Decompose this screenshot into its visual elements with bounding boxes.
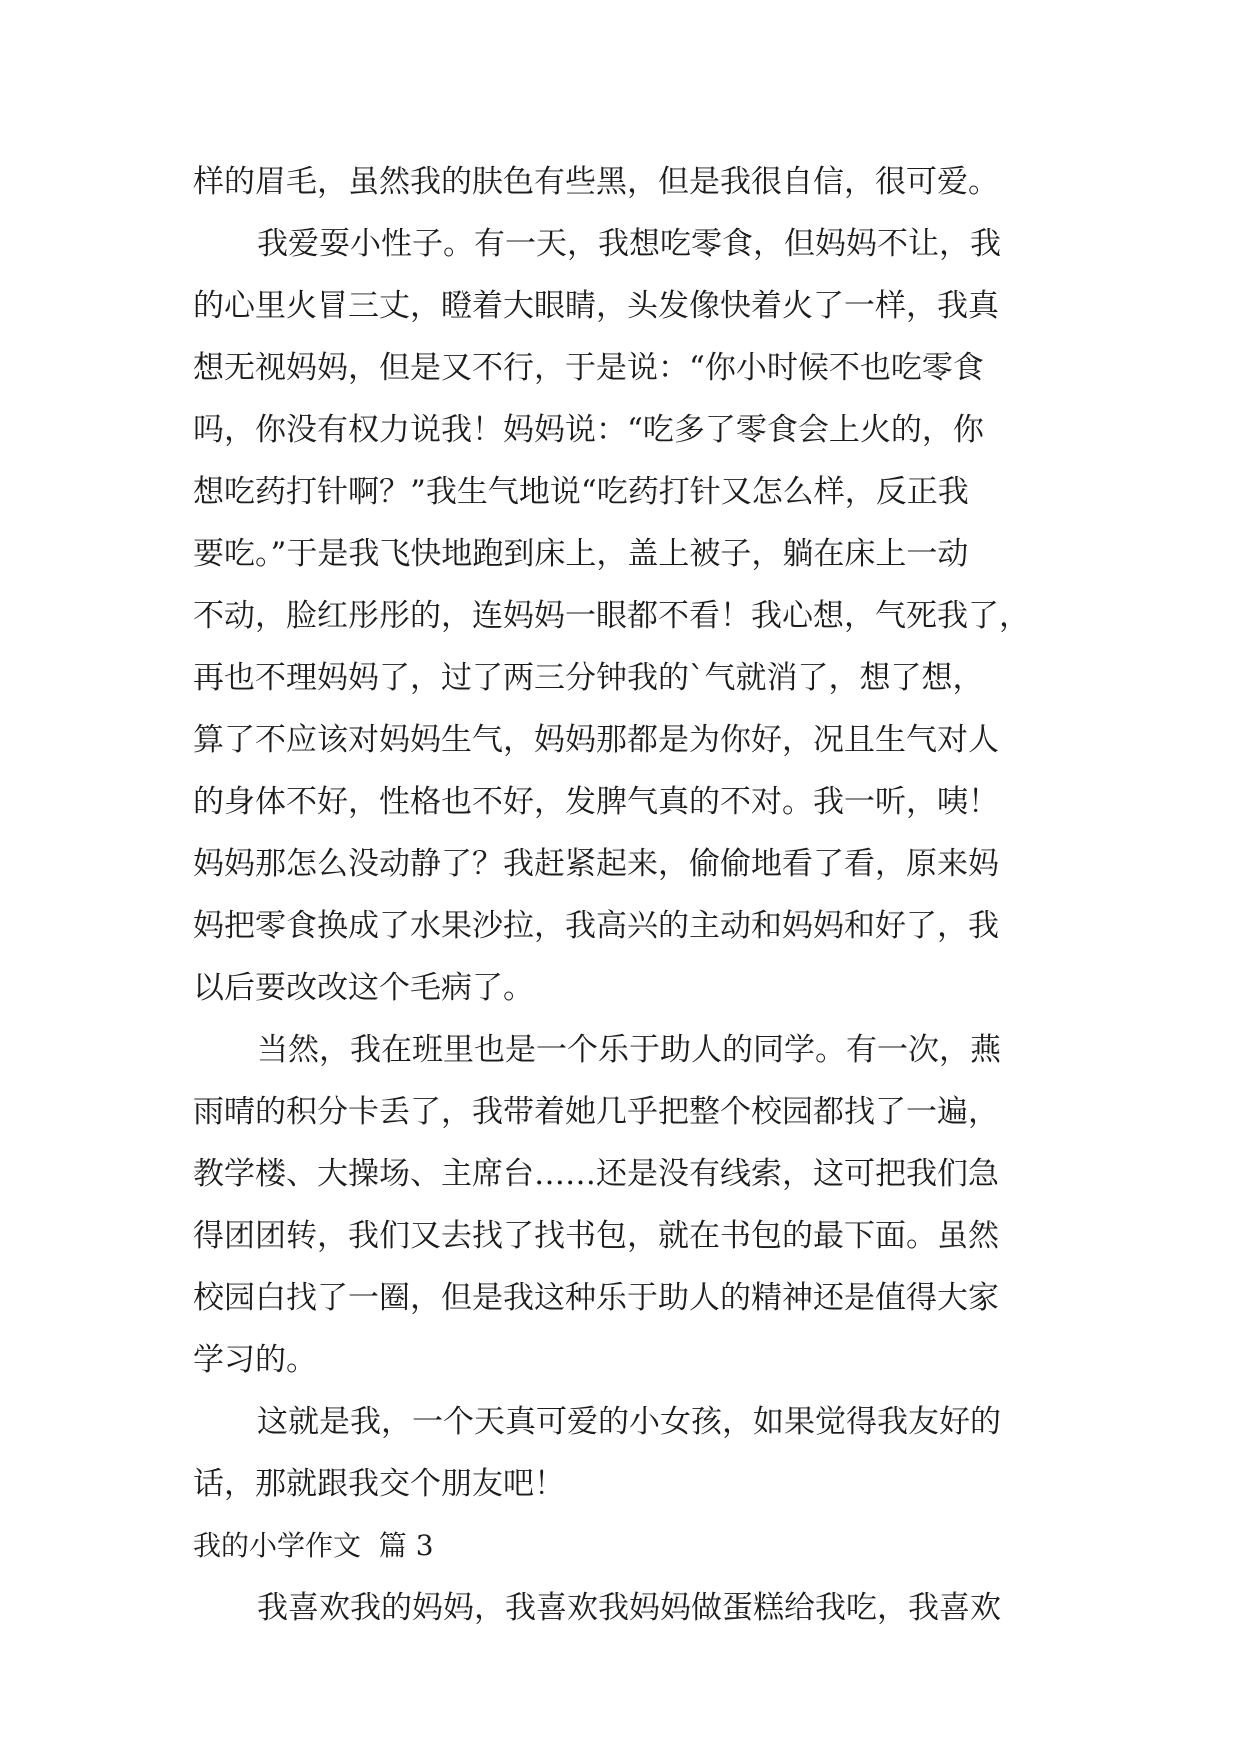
- text-line: 话，那就跟我交个朋友吧！: [193, 1466, 565, 1502]
- text-line: 想吃药打针啊？”我生气地说“吃药打针又怎么样，反正我: [193, 474, 969, 510]
- text-line: 得团团转，我们又去找了找书包，就在书包的最下面。虽然: [193, 1218, 999, 1254]
- section-heading: 我的小学作文 篇 3: [193, 1529, 434, 1562]
- text-line: 不动，脸红彤彤的，连妈妈一眼都不看！我心想，气死我了，: [193, 598, 1030, 634]
- text-line: 的身体不好，性格也不好，发脾气真的不对。我一听，咦！: [193, 784, 999, 820]
- text-line: 想无视妈妈，但是又不行，于是说：“你小时候不也吃零食: [193, 350, 984, 386]
- text-line: 的心里火冒三丈，瞪着大眼睛，头发像快着火了一样，我真: [193, 288, 999, 324]
- text-line: 吗，你没有权力说我！妈妈说：“吃多了零食会上火的，你: [193, 412, 984, 448]
- text-line: 雨晴的积分卡丢了，我带着她几乎把整个校园都找了一遍，: [193, 1094, 999, 1130]
- text-line: 以后要改改这个毛病了。: [193, 970, 534, 1006]
- text-line: 样的眉毛，虽然我的肤色有些黑，但是我很自信，很可爱。: [193, 164, 999, 200]
- paragraph-start-line: 我喜欢我的妈妈，我喜欢我妈妈做蛋糕给我吃，我喜欢: [257, 1590, 1001, 1626]
- text-line: 妈把零食换成了水果沙拉，我高兴的主动和妈妈和好了，我: [193, 908, 999, 944]
- text-line: 学习的。: [193, 1342, 317, 1378]
- text-line: 再也不理妈妈了，过了两三分钟我的`气就消了，想了想，: [193, 660, 984, 696]
- text-line: 校园白找了一圈，但是我这种乐于助人的精神还是值得大家: [193, 1280, 999, 1316]
- paragraph-start-line: 这就是我，一个天真可爱的小女孩，如果觉得我友好的: [257, 1404, 1001, 1440]
- text-line: 算了不应该对妈妈生气，妈妈那都是为你好，况且生气对人: [193, 722, 999, 758]
- paragraph-start-line: 我爱耍小性子。有一天，我想吃零食，但妈妈不让，我: [257, 226, 1001, 262]
- text-line: 妈妈那怎么没动静了？我赶紧起来，偷偷地看了看，原来妈: [193, 846, 999, 882]
- paragraph-start-line: 当然，我在班里也是一个乐于助人的同学。有一次，燕: [257, 1032, 1001, 1068]
- text-line: 要吃。”于是我飞快地跑到床上，盖上被子，躺在床上一动: [193, 536, 969, 572]
- text-line: 教学楼、大操场、主席台……还是没有线索，这可把我们急: [193, 1156, 999, 1192]
